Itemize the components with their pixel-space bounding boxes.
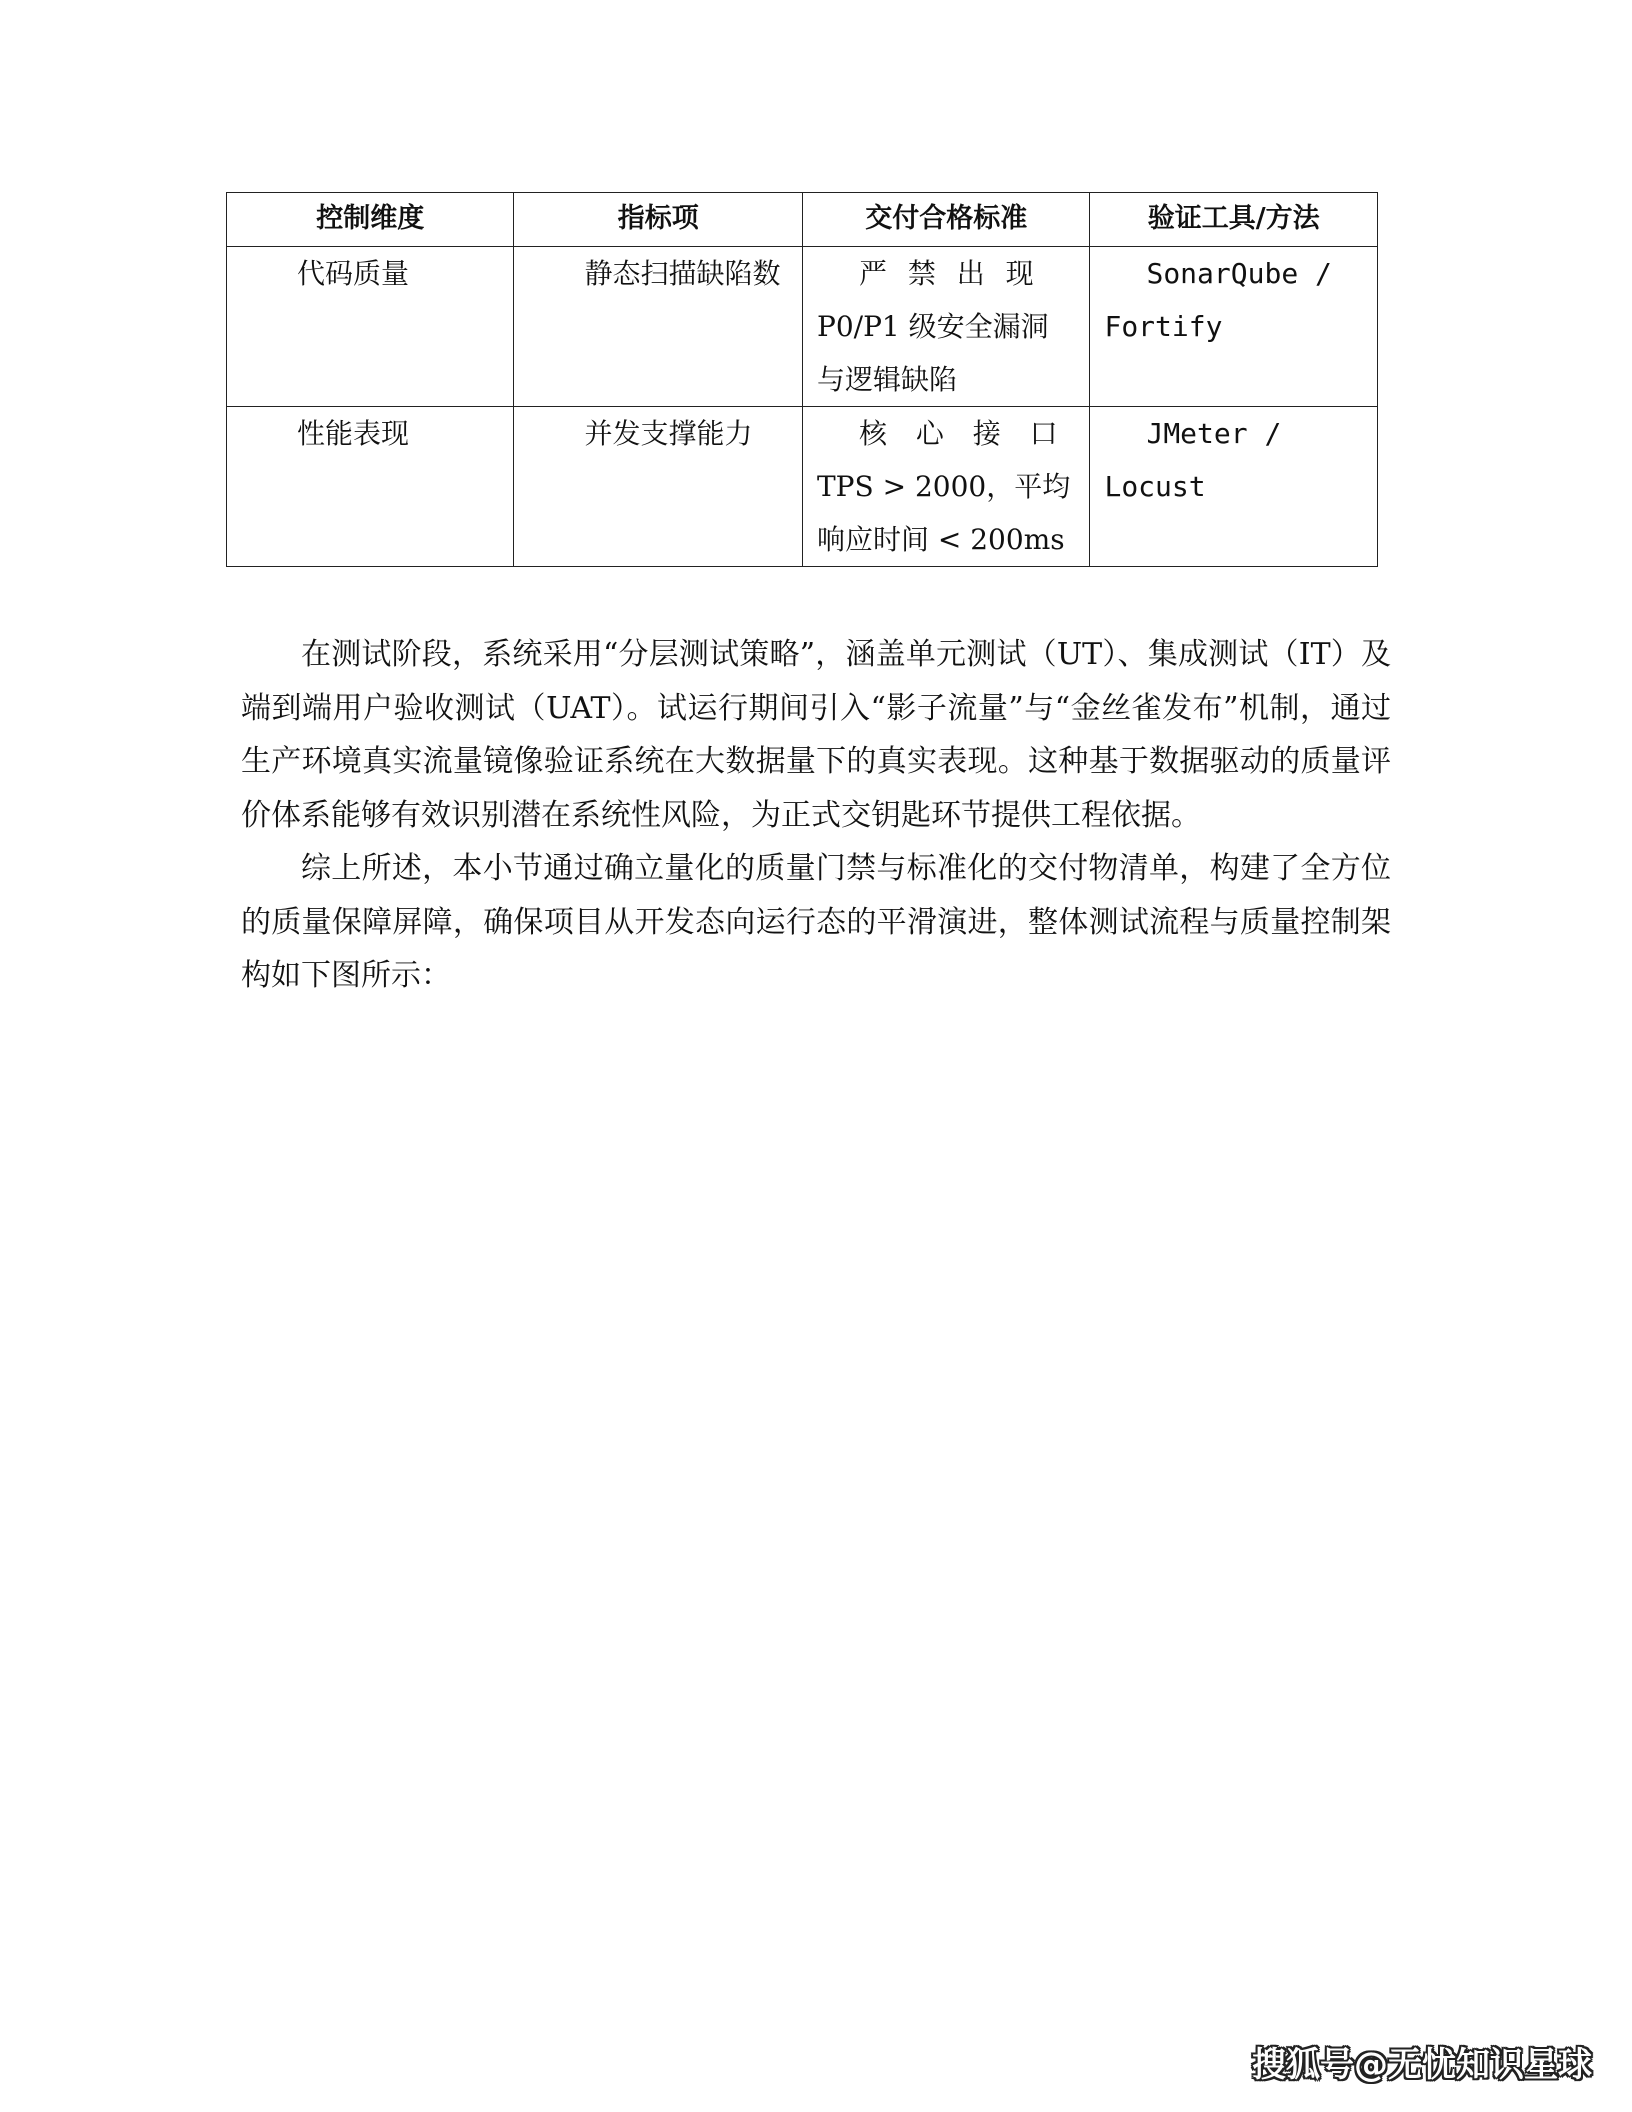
table-row	[227, 247, 1378, 407]
standard-line: 核 心 接 口	[858, 417, 1068, 450]
header-dimension: 控制维度	[227, 193, 514, 247]
cell-tool	[1090, 407, 1378, 567]
cell-tool	[1090, 247, 1378, 407]
tool-line: Fortify	[1104, 310, 1223, 343]
cell-dimension: 性能表现	[227, 407, 514, 567]
quality-control-table	[226, 192, 1378, 567]
header-tool: 验证工具/方法	[1090, 193, 1378, 247]
body-text	[241, 628, 1391, 1003]
paragraph: 综上所述，本小节通过确立量化的质量门禁与标准化的交付物清单，构建了全方位的质量保障屏障，确保项目从开发态向运行态的平滑演进，整体测试流程与质量控制架构如下图所示：	[241, 851, 1391, 993]
standard-line: 严 禁 出 现	[858, 257, 1040, 290]
standard-line: P0/P1 级安全漏洞	[816, 310, 1049, 343]
cell-dimension: 代码质量	[227, 247, 514, 407]
cell-metric: 并发支撑能力	[514, 407, 803, 567]
standard-line: 响应时间 < 200ms	[816, 523, 1065, 556]
cell-metric: 静态扫描缺陷数	[514, 247, 803, 407]
watermark: 搜狐号@无忧知识星球	[1252, 2045, 1592, 2085]
header-metric: 指标项	[514, 193, 803, 247]
table-header-row	[227, 193, 1378, 247]
table-row	[227, 407, 1378, 567]
header-standard: 交付合格标准	[802, 193, 1089, 247]
cell-standard	[802, 407, 1089, 567]
tool-line: Locust	[1104, 470, 1206, 503]
standard-line: TPS > 2000，平均	[816, 470, 1071, 503]
standard-line: 与逻辑缺陷	[816, 363, 957, 396]
tool-line: SonarQube /	[1146, 257, 1332, 290]
paragraph: 在测试阶段，系统采用“分层测试策略”，涵盖单元测试（UT）、集成测试（IT）及端到端用户验收测试（UAT）。试运行期间引入“影子流量”与“金丝雀发布”机制，通过生产环境真实流量镜像验证系统在大数据量下的真实表现。这种基于数据驱动的质量评价体系能够有效识别潜在系统性风险，为正式交钥匙环节提供工程依据。	[241, 637, 1391, 833]
cell-standard	[802, 247, 1089, 407]
tool-line: JMeter /	[1146, 417, 1282, 450]
